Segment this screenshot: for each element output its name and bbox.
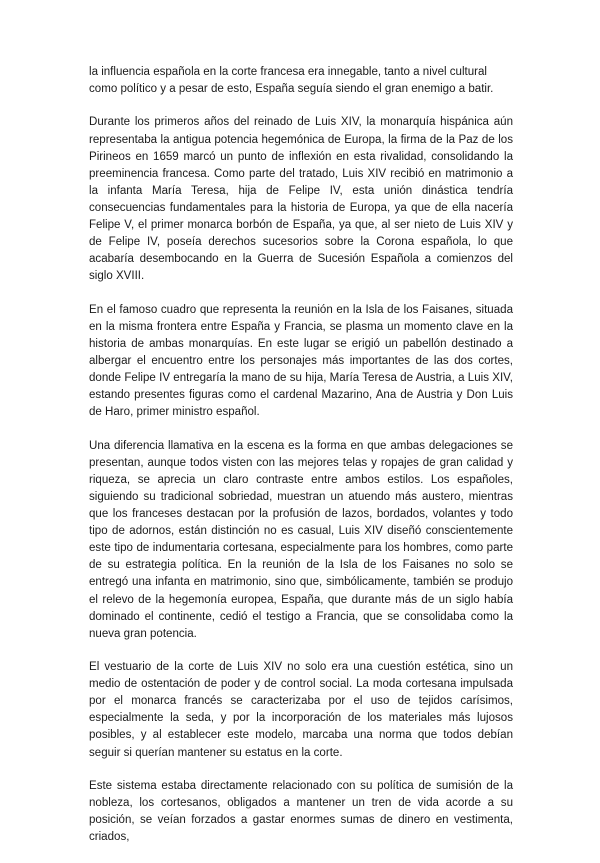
paragraph-3: En el famoso cuadro que representa la reunión en la Isla de los Faisanes, situada en la misma frontera entre España y Francia, se plasma un momento clave en la historia de ambas monarquías. En este lugar se erigió un pabellón destinado a albergar el encuentro entre los personajes más importantes de las dos cortes, donde Felipe IV entregaría la mano de su hija, María Teresa de Austria, a Luis XIV, estando presentes figuras como el cardenal Mazarino, Ana de Austria y Don Luis de Haro, primer ministro español. [89,303,513,419]
document-page [89,64,513,863]
paragraph-4: Una diferencia llamativa en la escena es la forma en que ambas delegaciones se presentan, aunque todos visten con las mejores telas y ropajes de gran calidad y riqueza, se aprecia un claro contraste entre ambos estilos. Los españoles, siguiendo su tradicional sobriedad, muestran un atuendo más austero, mientras que los franceses destacan por la profusión de lazos, bordados, volantes y todo tipo de adornos, están distinción no es casual, Luis XIV diseñó conscientemente este tipo de indumentaria cortesana, especialmente para los hombres, como parte de su estrategia política. En la reunión de la Isla de los Faisanes no solo se entregó una infanta en matrimonio, sino que, simbólicamente, también se produjo el relevo de la hegemonía europea, España, que durante más de un siglo había dominado el continente, cedió el testigo a Francia, que se consolidaba como la nueva gran potencia. [89,439,513,640]
paragraph-2: Durante los primeros años del reinado de Luis XIV, la monarquía hispánica aún representaba la antigua potencia hegemónica de Europa, la firma de la Paz de los Pirineos en 1659 marcó un punto de inflexión en esta rivalidad, consolidando la preeminencia francesa. Como parte del tratado, Luis XIV recibió en matrimonio a la infanta María Teresa, hija de Felipe IV, esta unión dinástica tendría consecuencias fundamentales para la historia de Europa, ya que de ella nacería Felipe V, el primer monarca borbón de España, ya que, al ser nieto de Luis XIV y de Felipe IV, poseía derechos sucesorios sobre la Corona española, lo que acabaría desembocando en la Guerra de Sucesión Española a comienzos del siglo XVIII. [89,116,513,283]
paragraph-1: la influencia española en la corte francesa era innegable, tanto a nivel cultural como político y a pesar de esto, España seguía siendo el gran enemigo a batir. [89,66,494,96]
paragraph-6: Este sistema estaba directamente relacionado con su política de sumisión de la nobleza, los cortesanos, obligados a mantener un tren de vida acorde a su posición, se veían forzados a gastar enormes sumas de dinero en vestimenta, criados, [89,779,513,844]
paragraph-5: El vestuario de la corte de Luis XIV no solo era una cuestión estética, sino un medio de ostentación de poder y de control social. La moda cortesana impulsada por el monarca francés se caracterizaba por el uso de tejidos carísimos, especialmente la seda, y por la incorporación de los materiales más lujosos posibles, y al establecer este modelo, marcaba una norma que todos debían seguir si querían mantener su estatus en la corte. [89,661,513,759]
